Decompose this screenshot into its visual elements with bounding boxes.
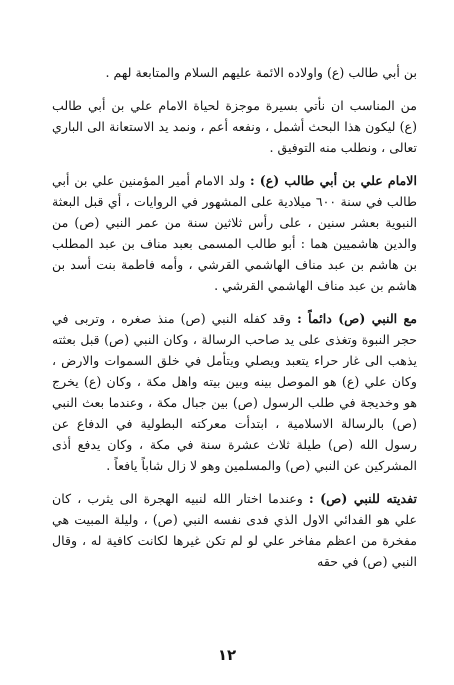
paragraph-text: وقد كفله النبي (ص) منذ صغره ، وتربى في حجر النبوة وتغذى على يد صاحب الرسالة ، وكان النبي (ص) قبل بعثته يذهب الى غار حراء يتعبد ويصلي ويتأمل في خلق السموات والارض ، وكان علي (ع) هو الموصل بينه وبين بيته واهل مكة ، وكان (ع) يخرج هو وخديجة في طلب الرسول (ص) بين جبال مكة ، وعندما بعث النبي (ص) بالرسالة الاسلامية ، ابتدأت معركته البطولية في الدفاع عن رسول الله (ص) طيلة ثلاث عشرة سنة في مكة ، وكان يدفع أذى المشركين عن النبي (ص) والمسلمين وهو لا زال شاباً يافعاً .	[52, 311, 417, 473]
paragraph-imam-ali-birth	[52, 170, 417, 296]
paragraph-text: ولد الامام أمير المؤمنين علي بن أبي طالب في سنة ٦٠٠ ميلادية على المشهور في الروايات ، أي قبل البعثة النبوية بعشر سنين ، على رأس ثلاثين سنة من عمر النبي (ص) من والدين هاشميين هما : أبو طالب المسمى بعبد مناف بن عبد المطلب بن هاشم بن عبد مناف الهاشمي القرشي ، وأمه فاطمة بنت أسد بن هاشم بن عبد مناف الهاشمي القرشي .	[52, 173, 417, 293]
section-heading: تفديته للنبي (ص) :	[309, 491, 417, 506]
section-heading: الامام علي بن أبي طالب (ع) :	[249, 173, 417, 188]
paragraph-introduction	[52, 95, 417, 158]
paragraph-text: وعندما اختار الله لنبيه الهجرة الى يثرب ، كان علي هو الفدائي الاول الذي فدى نفسه النبي (ص) ، وليلة المبيت هي مفخرة من اعظم مفاخر علي لو لم تكن غيرها لكانت كافية له ، وقال النبي (ص) في حقه	[52, 491, 417, 569]
section-heading: مع النبي (ص) دائماً :	[297, 311, 417, 326]
book-page-text	[52, 62, 417, 572]
paragraph-text: من المناسب ان نأتي بسيرة موجزة لحياة الامام علي بن أبي طالب (ع) ليكون هذا البحث أشمل ، ونفعه أعم ، ونمد يد الاستعانة الى الباري تعالى ، ونطلب منه التوفيق .	[52, 98, 417, 155]
page-number: ١٢	[217, 646, 237, 664]
paragraph-sacrifice	[52, 488, 417, 572]
paragraph-continuation	[52, 62, 417, 83]
paragraph-with-prophet	[52, 308, 417, 476]
paragraph-text: بن أبي طالب (ع) واولاده الائمة عليهم السلام والمتابعة لهم .	[105, 65, 417, 80]
